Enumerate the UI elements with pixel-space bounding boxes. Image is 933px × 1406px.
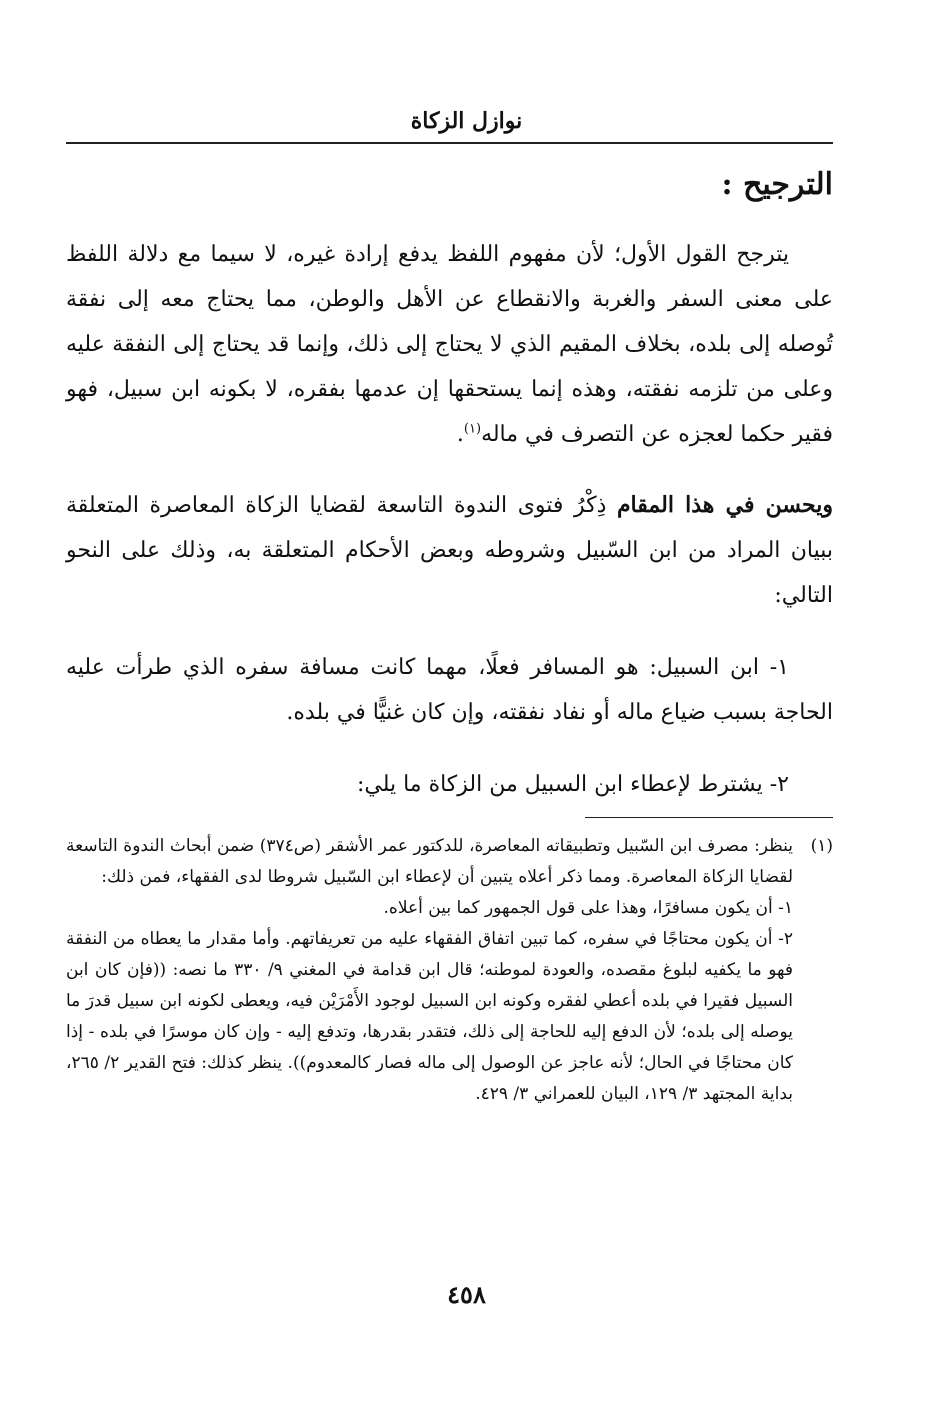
paragraph-lead-phrase: ويحسن في هذا المقام bbox=[616, 492, 833, 518]
paragraph-item-1-text: ١- ابن السبيل: هو المسافر فعلًا، مهما كانت مسافة سفره الذي طرأت عليه الحاجة بسبب ضياع ماله أو نفاد نفقته، وإن كان غنيًّا في بلده. bbox=[66, 655, 833, 725]
header-rule bbox=[66, 142, 833, 144]
footnote-reference: (١) bbox=[463, 421, 482, 437]
footnote-rule bbox=[585, 817, 833, 818]
page-number: ٤٥٨ bbox=[447, 1280, 486, 1309]
footnote-body bbox=[66, 831, 833, 1110]
paragraph-end-mark: . bbox=[456, 422, 464, 447]
footnote-intro: ينظر: مصرف ابن السّبيل وتطبيقاته المعاصرة، للدكتور عمر الأشقر (ص٣٧٤) ضمن أبحاث الندوة التاسعة لقضايا الزكاة المعاصرة. ومما ذكر أعلاه يتبين أن لإعطاء ابن السّبيل شروطا لدى الفقهاء، فمن ذلك: bbox=[66, 836, 793, 887]
running-title: نوازل الزكاة bbox=[410, 108, 523, 134]
footnote-marker: (١) bbox=[810, 836, 833, 856]
footnote-item-2: ٢- أن يكون محتاجًا في سفره، كما تبين اتفاق الفقهاء عليه من تعريفاتهم. وأما مقدار ما يعطاه من النفقة فهو ما يكفيه لبلوغ مقصده، والعودة لموطنه؛ قال ابن قدامة في المغني ٩/ ٣٣٠ ما نصه: ((فإن كان ابن السبيل فقيرا في بلده أعطي لفقره وكونه ابن السبيل لوجود الأَمْرَيْن فيه، ويعطى لكونه ابن سبيل قدرَ ما يوصله إلى بلده؛ لأن الدفع إليه للحاجة إلى ذلك، فتقدر بقدرها، وتدفع إليه - وإن كان موسرًا في بلده - إذا كان محتاجًا في الحال؛ لأنه عاجز عن الوصول إلى ماله فصار كالمعدوم)). ينظر كذلك: فتح القدير ٢/ ٢٦٥، بداية المجتهد ٣/ ١٢٩، البيان للعمراني ٣/ ٤٢٩. bbox=[66, 929, 793, 1104]
section-heading: الترجيح : bbox=[721, 167, 833, 202]
paragraph-fatwa-text: ذِكْرُ فتوى الندوة التاسعة لقضايا الزكاة المعاصرة المتعلقة ببيان المراد من ابن السّبيل وشروطه وبعض الأحكام المتعلقة به، وذلك على النحو التالي: bbox=[66, 493, 833, 608]
paragraph-fatwa-intro bbox=[66, 483, 833, 618]
footnote bbox=[66, 831, 833, 1110]
paragraph-item-2-text: ٢- يشترط لإعطاء ابن السبيل من الزكاة ما يلي: bbox=[356, 772, 789, 797]
paragraph-item-2 bbox=[66, 762, 833, 807]
paragraph-preference-text: يترجح القول الأول؛ لأن مفهوم اللفظ يدفع إرادة غيره، لا سيما مع دلالة اللفظ على معنى السفر والغربة والانقطاع عن الأهل والوطن، مما يحتاج معه إلى نفقة تُوصله إلى بلده، بخلاف المقيم الذي لا يحتاج إلى ذلك، وإنما قد يحتاج إلى النفقة عليه وعلى من تلزمه نفقته، وهذه إنما يستحقها إن عدمها بفقره، لا بكونه ابن سبيل، فهو فقير حكما لعجزه عن التصرف في ماله bbox=[66, 242, 833, 447]
paragraph-item-1 bbox=[66, 645, 833, 735]
paragraph-preference bbox=[66, 232, 833, 457]
footnote-item-1: ١- أن يكون مسافرًا، وهذا على قول الجمهور كما بين أعلاه. bbox=[383, 898, 793, 918]
